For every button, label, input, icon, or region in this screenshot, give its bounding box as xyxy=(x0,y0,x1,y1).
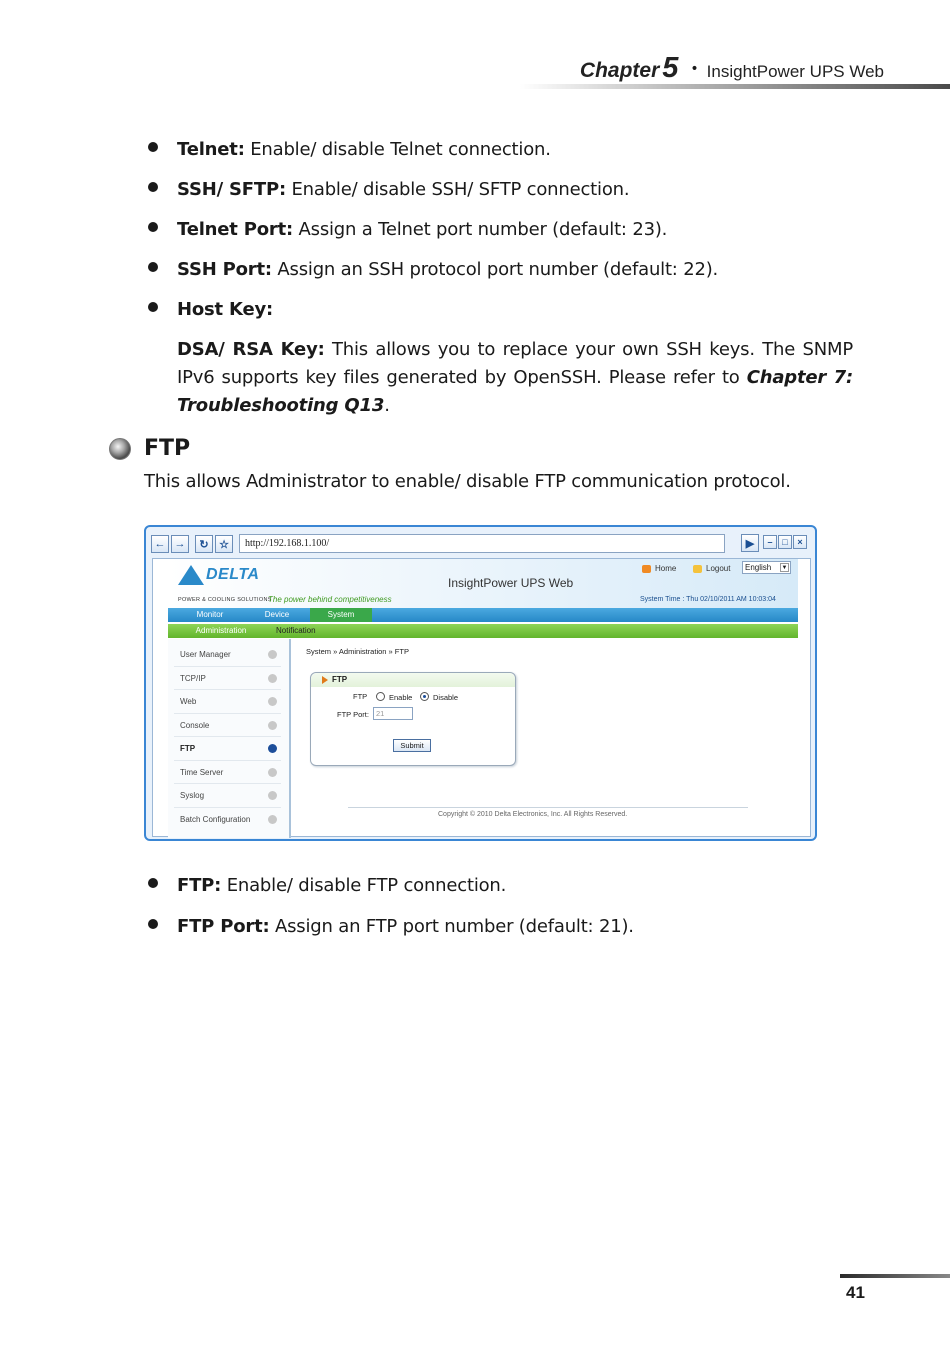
sidebar-item-label: TCP/IP xyxy=(180,673,206,683)
book-title: InsightPower UPS Web xyxy=(706,62,884,81)
bullet-ssh-port xyxy=(148,259,718,280)
sub-menu xyxy=(168,624,798,638)
bullet-telnet xyxy=(148,139,551,160)
section-bullet-icon xyxy=(109,438,131,460)
logo-text: DELTA xyxy=(206,566,260,583)
bullet-dot xyxy=(148,262,158,272)
app-title: InsightPower UPS Web xyxy=(448,576,574,590)
sidebar-item-ftp[interactable] xyxy=(174,737,281,761)
app-banner xyxy=(168,559,798,608)
chapter-header xyxy=(580,52,884,85)
sidebar-item-label: Web xyxy=(180,697,197,706)
sidebar-item-label: Batch Configuration xyxy=(180,814,251,824)
bullet-text: Enable/ disable SSH/ SFTP connection. xyxy=(291,179,630,200)
arrow-icon xyxy=(268,768,277,777)
forward-icon[interactable]: → xyxy=(171,535,189,553)
host-key-paragraph xyxy=(177,336,853,420)
bullet-dot xyxy=(148,142,158,152)
arrow-icon xyxy=(268,815,277,824)
header-rule xyxy=(520,84,950,89)
bullet-term: FTP Port: xyxy=(177,916,270,937)
bullet-term: Telnet: xyxy=(177,139,245,160)
bullet-term: Telnet Port: xyxy=(177,219,293,240)
bullet-host-key xyxy=(148,299,273,320)
sidebar-item-web[interactable] xyxy=(174,690,281,714)
port-label: FTP Port: xyxy=(337,710,369,719)
sidebar xyxy=(168,639,291,838)
disable-label: Disable xyxy=(433,693,459,702)
tagline: The power behind competitiveness xyxy=(268,595,392,604)
submenu-notification[interactable]: Notification xyxy=(276,626,316,635)
logout-icon xyxy=(693,565,702,573)
arrow-icon xyxy=(268,791,277,800)
submit-button[interactable]: Submit xyxy=(393,739,431,752)
bullet-term: Host Key: xyxy=(177,299,273,320)
home-link[interactable] xyxy=(642,564,676,573)
chevron-down-icon: ▼ xyxy=(781,565,788,571)
bullet-dot xyxy=(148,878,158,888)
favorite-icon[interactable]: ☆ xyxy=(215,535,233,553)
web-page xyxy=(152,558,811,837)
chapter-number: 5 xyxy=(662,52,679,84)
bullet-term: FTP: xyxy=(177,875,222,896)
sidebar-item-label: Time Server xyxy=(180,767,224,777)
sidebar-item-label: User Manager xyxy=(180,650,231,659)
back-icon[interactable]: ← xyxy=(151,535,169,553)
submenu-administration[interactable]: Administration xyxy=(195,626,247,635)
arrow-icon xyxy=(268,650,277,659)
bullet-term: SSH Port: xyxy=(177,259,272,280)
breadcrumb: System » Administration » FTP xyxy=(306,647,409,656)
sidebar-item-console[interactable] xyxy=(174,714,281,738)
logo-subtitle: POWER & COOLING SOLUTIONS xyxy=(178,597,272,603)
para-term: DSA/ RSA Key: xyxy=(177,339,325,360)
triangle-icon xyxy=(322,676,328,684)
bullet-term: SSH/ SFTP: xyxy=(177,179,286,200)
disable-radio[interactable] xyxy=(420,692,429,701)
delta-logo xyxy=(178,565,259,585)
bullet-telnet-port xyxy=(148,219,667,240)
bullet-dot xyxy=(148,222,158,232)
header-separator: • xyxy=(690,61,699,77)
close-icon[interactable]: × xyxy=(793,535,807,549)
arrow-icon xyxy=(268,697,277,706)
para-reference: Chapter 7: Troubleshooting Q13 xyxy=(177,367,853,416)
section-intro: This allows Administrator to enable/ disable FTP communication protocol. xyxy=(144,471,791,492)
browser-toolbar xyxy=(151,533,810,555)
logout-label: Logout xyxy=(706,564,731,573)
bullet-text: Assign a Telnet port number (default: 23). xyxy=(298,219,668,240)
arrow-icon xyxy=(268,674,277,683)
window-controls xyxy=(763,535,808,549)
bullet-text: Assign an SSH protocol port number (default: 22). xyxy=(277,259,719,280)
bullet-text: Enable/ disable Telnet connection. xyxy=(250,139,551,160)
refresh-icon[interactable]: ↻ xyxy=(195,535,213,553)
go-icon[interactable]: ▶ xyxy=(741,534,759,552)
logout-link[interactable] xyxy=(693,564,730,573)
sidebar-item-user-manager[interactable] xyxy=(174,643,281,667)
enable-radio[interactable] xyxy=(376,692,385,701)
para-end: . xyxy=(384,395,390,416)
bullet-text: Assign an FTP port number (default: 21). xyxy=(275,916,634,937)
home-icon xyxy=(642,565,651,573)
address-bar[interactable]: http://192.168.1.100/ xyxy=(239,534,725,553)
sidebar-item-time-server[interactable] xyxy=(174,761,281,785)
copyright: Copyright © 2010 Delta Electronics, Inc. All Rights Reserved. xyxy=(438,811,628,818)
arrow-icon xyxy=(268,721,277,730)
bullet-dot xyxy=(148,919,158,929)
delta-logo-icon xyxy=(178,565,204,585)
sidebar-item-syslog[interactable] xyxy=(174,784,281,808)
port-input[interactable]: 21 xyxy=(373,707,413,720)
panel-title: FTP xyxy=(332,675,348,684)
page-number: 41 xyxy=(846,1283,865,1302)
sidebar-item-label: Console xyxy=(180,720,210,730)
bullet-ftp xyxy=(148,875,506,896)
menu-system[interactable]: System xyxy=(310,608,372,622)
sidebar-item-label: FTP xyxy=(180,744,196,753)
section-heading xyxy=(109,436,190,461)
system-time: System Time : Thu 02/10/2011 AM 10:03:04 xyxy=(640,596,776,603)
bullet-dot xyxy=(148,302,158,312)
enable-label: Enable xyxy=(389,693,413,702)
footer-divider xyxy=(348,807,748,808)
bullet-ftp-port xyxy=(148,916,634,937)
browser-screenshot xyxy=(144,525,817,841)
footer-rule xyxy=(840,1274,950,1278)
language-value: English xyxy=(745,563,772,572)
minimize-icon[interactable]: – xyxy=(763,535,777,549)
menu-monitor[interactable]: Monitor xyxy=(196,610,224,619)
para-text: This allows you to replace your own SSH keys. The SNMP IPv6 supports key files generated by OpenSSH. Please refer to xyxy=(177,339,854,388)
bullet-text: Enable/ disable FTP connection. xyxy=(226,875,507,896)
language-select[interactable] xyxy=(742,561,791,574)
ftp-label: FTP xyxy=(353,692,368,701)
main-menu xyxy=(168,608,798,622)
sidebar-item-batch-configuration[interactable] xyxy=(174,808,281,832)
home-label: Home xyxy=(655,564,677,573)
chapter-word: Chapter xyxy=(579,59,660,82)
sidebar-item-tcpip[interactable] xyxy=(174,667,281,691)
bullet-ssh-sftp xyxy=(148,179,629,200)
maximize-icon[interactable]: □ xyxy=(778,535,792,549)
panel-header xyxy=(311,673,515,687)
arrow-icon xyxy=(268,744,277,753)
ftp-panel xyxy=(310,672,516,766)
bullet-dot xyxy=(148,182,158,192)
sidebar-item-label: Syslog xyxy=(180,791,205,800)
section-title: FTP xyxy=(144,436,191,461)
menu-device[interactable]: Device xyxy=(264,610,290,619)
